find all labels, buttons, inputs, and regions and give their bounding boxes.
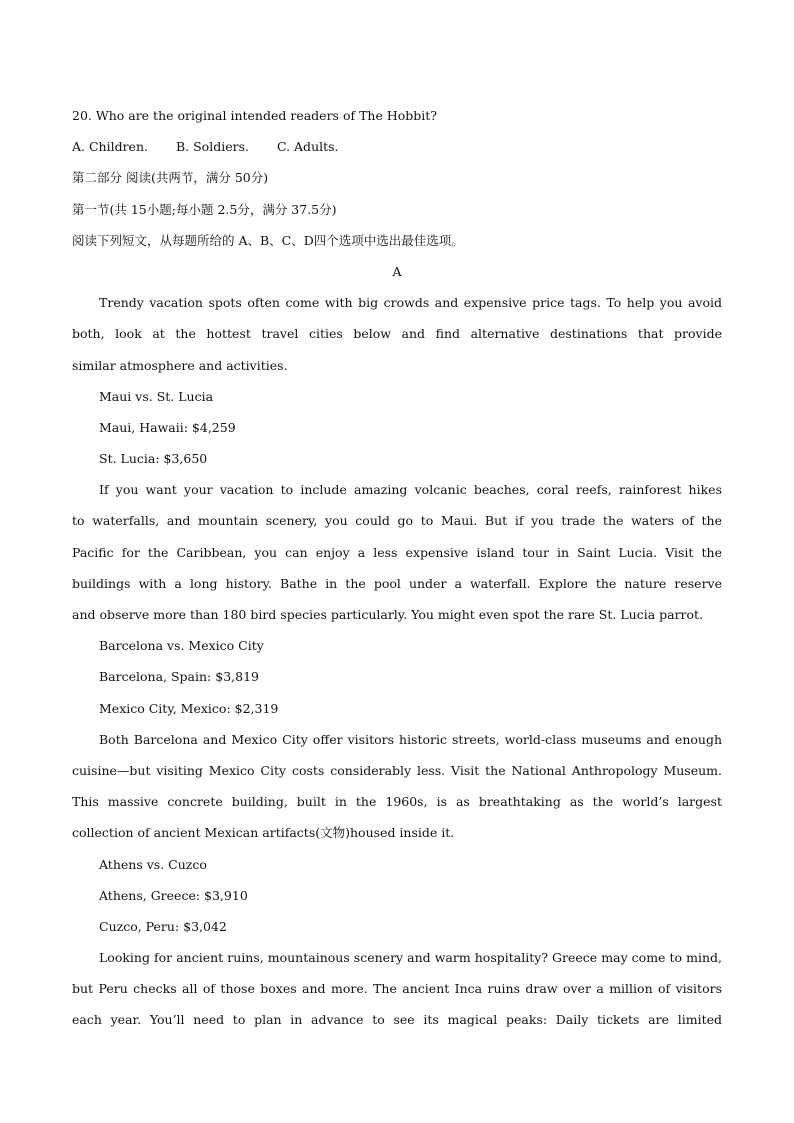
intro-line-2: both, look at the hottest travel cities below and find alternative destinations that provide [72,326,722,342]
pair1-body-line-4: buildings with a long history. Bathe in the pool under a waterfall. Explore the nature reserve [72,575,722,591]
pair2-body-line-1: Both Barcelona and Mexico City offer visitors historic streets, world-class museums and enough [99,731,722,747]
section-heading: 第一节(共 15小题;每小题 2.5分，满分 37.5分) [72,201,337,217]
pair1-body-line-3: Pacific for the Caribbean, you can enjoy a less expensive island tour in Saint Lucia. Visit the [72,544,722,560]
passage-label: A [392,263,402,279]
pair2-body-line-3: This massive concrete building, built in the 1960s, is as breathtaking as the world’s largest [72,794,722,810]
pair1-price1: Maui, Hawaii: $4,259 [99,419,236,435]
pair3-price2: Cuzco, Peru: $3,042 [99,918,227,934]
pair1-price2: St. Lucia: $3,650 [99,451,208,467]
option-c: C. Adults. [276,139,339,155]
pair3-body-line-2: but Peru checks all of those boxes and more. The ancient Inca ruins draw over a million of visitors [72,981,722,997]
pair1-body-line-2: to waterfalls, and mountain scenery, you could go to Maui. But if you trade the waters of the [72,513,722,529]
option-b: B. Soldiers. [175,139,249,155]
pair3-body-line-3: each year. You’ll need to plan in advance to see its magical peaks: Daily tickets are limited [72,1012,722,1028]
pair2-body-line-4: collection of ancient Mexican artifacts(文物)housed inside it. [72,825,455,841]
option-a: A. Children. [72,139,148,155]
intro-line-1: Trendy vacation spots often come with big crowds and expensive price tags. To help you avoid [99,295,722,311]
pair1-body-line-5: and observe more than 180 bird species particularly. You might even spot the rare St. Lucia parrot. [72,607,704,622]
question-options [72,131,722,162]
document-page [72,100,722,1036]
instructions: 阅读下列短文，从每题所给的 A、B、C、D四个选项中选出最佳选项。 [72,232,464,248]
pair3-title: Athens vs. Cuzco [99,856,207,872]
pair2-price2: Mexico City, Mexico: $2,319 [99,700,279,716]
part-heading: 第二部分 阅读(共两节，满分 50分) [72,170,269,186]
pair3-body-line-1: Looking for ancient ruins, mountainous scenery and warm hospitality? Greece may come to mind, [99,950,722,966]
pair3-price1: Athens, Greece: $3,910 [99,887,248,903]
pair2-body-line-2: cuisine—but visiting Mexico City costs considerably less. Visit the National Anthropology Museum. [72,762,722,778]
pair1-title: Maui vs. St. Lucia [99,388,214,404]
pair2-title: Barcelona vs. Mexico City [99,638,264,654]
pair1-body-line-1: If you want your vacation to include amazing volcanic beaches, coral reefs, rainforest hikes [99,482,722,498]
intro-line-3: similar atmosphere and activities. [72,357,288,373]
pair2-price1: Barcelona, Spain: $3,819 [99,669,259,685]
question-stem: 20. Who are the original intended readers of The Hobbit? [72,108,437,123]
